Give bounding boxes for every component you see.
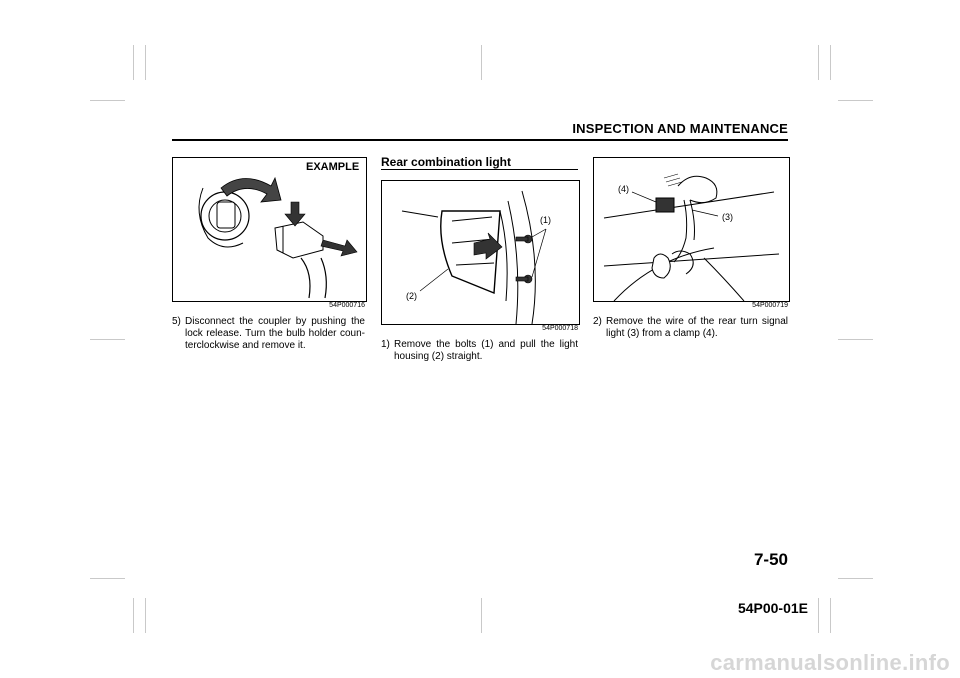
callout-clamp: (4) [618, 184, 629, 194]
section-rule [381, 169, 578, 170]
rear-light-illustration [382, 181, 579, 324]
crop-mark [145, 598, 146, 633]
crop-mark [830, 598, 831, 633]
crop-mark [133, 45, 134, 80]
crop-mark [90, 578, 125, 579]
crop-mark [133, 598, 134, 633]
crop-mark [481, 598, 482, 633]
header-rule [172, 139, 788, 141]
step-text: Remove the wire of the rear turn signal light (3) from a clamp (4). [606, 316, 788, 339]
figure-bulb-holder [172, 157, 367, 302]
crop-mark [838, 339, 873, 340]
step-5 [172, 316, 365, 352]
figure-rear-combination-light [381, 180, 580, 325]
figure-label-example: EXAMPLE [306, 161, 360, 173]
figure-code: 54P000719 [752, 302, 788, 309]
bulb-holder-illustration [173, 158, 366, 301]
crop-mark [838, 100, 873, 101]
step-2 [593, 316, 788, 340]
crop-mark [818, 598, 819, 633]
figure-code: 54P000718 [542, 325, 578, 332]
page-header-title: INSPECTION AND MAINTENANCE [572, 121, 788, 136]
callout-turn-signal: (3) [722, 212, 733, 222]
step-number: 1) [381, 339, 390, 350]
crop-mark [830, 45, 831, 80]
step-text: Remove the bolts (1) and pull the light housing (2) straight. [394, 339, 578, 362]
crop-mark [90, 339, 125, 340]
watermark-url[interactable]: carmanualsonline.info [710, 650, 950, 675]
step-1 [381, 339, 578, 363]
step-text: Disconnect the coupler by pushing the lock release. Turn the bulb holder coun-terclockwise and remove it. [185, 316, 365, 351]
document-code: 54P00-01E [737, 600, 808, 616]
crop-mark [818, 45, 819, 80]
crop-mark [90, 100, 125, 101]
crop-mark [145, 45, 146, 80]
section-title: Rear combination light [381, 155, 512, 169]
callout-bolt: (1) [540, 215, 551, 225]
step-number: 2) [593, 316, 602, 327]
figure-code: 54P000716 [329, 302, 365, 309]
turn-signal-illustration [594, 158, 789, 301]
crop-mark [481, 45, 482, 80]
step-number: 5) [172, 316, 181, 327]
figure-turn-signal-wire [593, 157, 790, 302]
callout-housing: (2) [406, 291, 417, 301]
page-number: 7-50 [753, 550, 788, 569]
crop-mark [838, 578, 873, 579]
